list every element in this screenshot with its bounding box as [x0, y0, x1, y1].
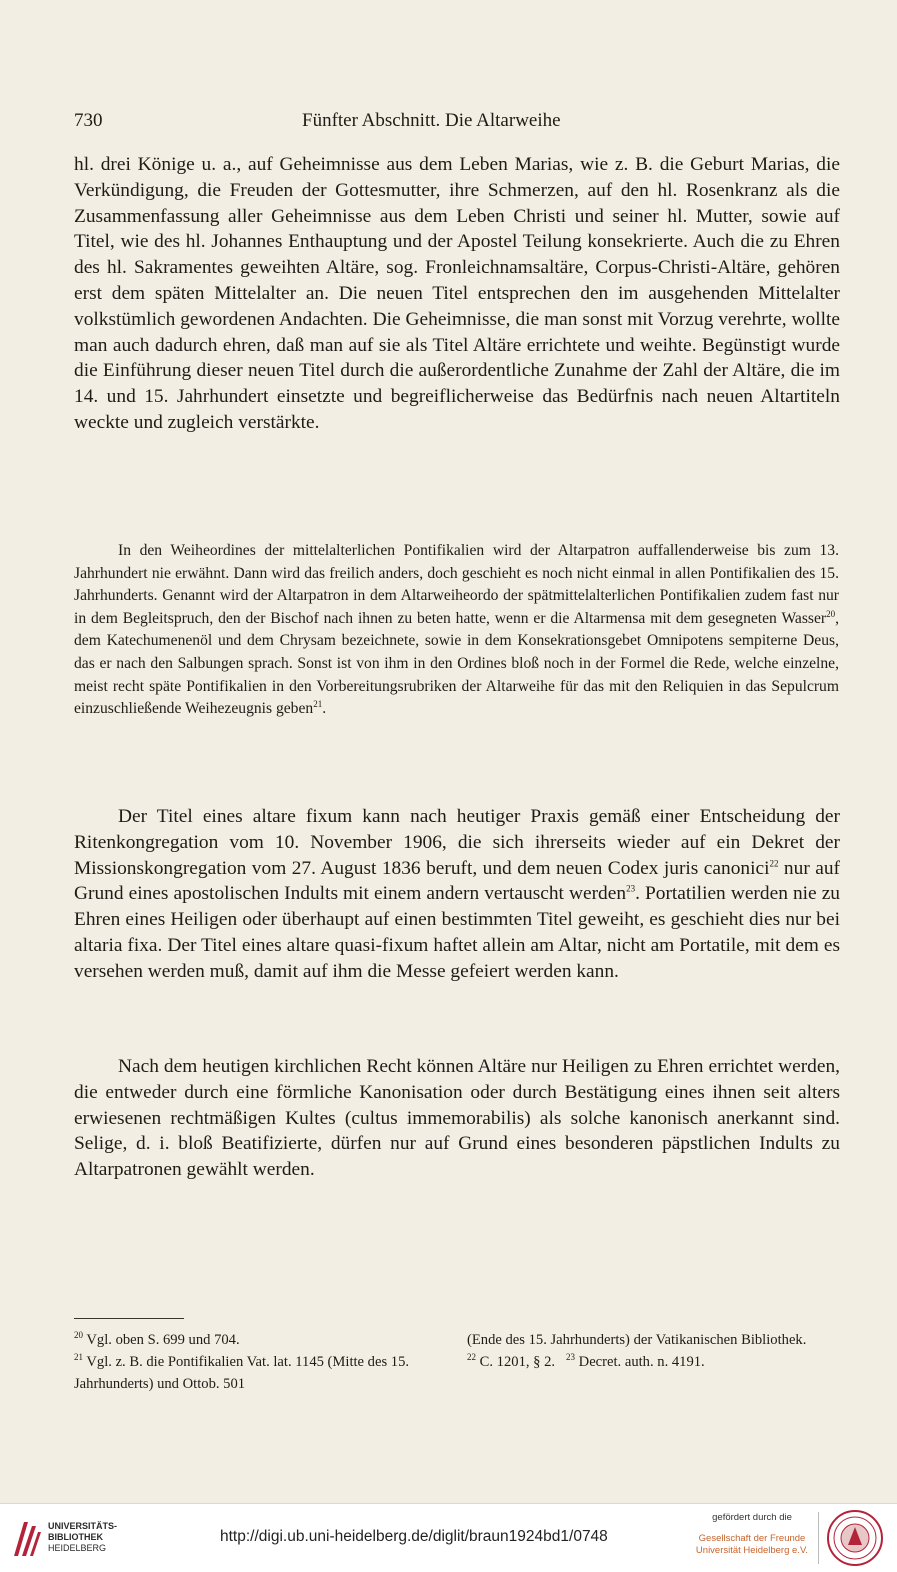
library-line-3: HEIDELBERG [48, 1543, 107, 1553]
p2-part-3: . Portatilien werden nie zu Ehren eines Heiligen oder überhaupt auf einen bestimmten Titel geweiht, es geschieht dies nur bei altaria fixa. Der Titel eines altare quasi-fixum haftet allein am Altar, nicht am Portatile, mit dem es versehen werden muß, damit auf ihm die Messe gefeiert werden kann. [74, 883, 841, 982]
footnote-ref-20[interactable]: 20 [826, 608, 836, 619]
footnote-divider [74, 1318, 184, 1319]
footnote-ref-23[interactable]: 23 [626, 883, 636, 894]
sponsor-org-line-1: Gesellschaft der Freunde [698, 1533, 806, 1544]
permalink-url[interactable]: http://digi.ub.uni-heidelberg.de/diglit/braun1924bd1/0748 [220, 1528, 608, 1545]
sponsor-org[interactable] [692, 1533, 812, 1557]
p2-part-1: Der Titel eines altare fixum kann nach heutiger Praxis gemäß einer Entscheidung der Ritenkongregation vom 10. November 1906, die sich ihrerseits wieder auf ein Dekret der Missionskongregation vom 27. August 1836 beruft, und dem neuen Codex juris canonici [74, 806, 840, 879]
footnote-ref-22[interactable]: 22 [769, 858, 779, 869]
small-text-part-2: , dem Katechumenenöl und dem Chrysam bezeichnete, sowie in dem Konsekrationsgebet Omnipotens sempiterne Deus, das er nach den Salbungen sprach. Sonst ist von ihm in den Ordines bloß noch in der Formel die Rede, welche einzelne, meist recht späte Pontifikalien in den Vorbereitungsrubriken der Altarweihe für das mit den Reliquien in das Sepulcrum einzuschließende Weihezeugnis geben [74, 609, 839, 718]
paragraph-kirchliches-recht [74, 1054, 840, 1183]
footnote-mark-21: 21 [74, 1352, 83, 1363]
footer-divider [818, 1512, 819, 1564]
footnotes-left-column [74, 1329, 444, 1395]
running-title: Fünfter Abschnitt. Die Altarweihe [302, 110, 561, 131]
sponsor-org-line-2: Universität Heidelberg e.V. [695, 1545, 809, 1556]
sponsor-label: gefördert durch die [712, 1512, 792, 1523]
page-number: 730 [74, 110, 103, 131]
sponsor-block [692, 1512, 812, 1557]
small-print-text [74, 540, 839, 721]
small-text-part-1: In den Weiheordines der mittelalterlichen Pontifikalien wird der Altarpatron auffallenderweise bis zum 13. Jahrhundert nie erwähnt. Dann wird das freilich anders, doch geschieht es noch nicht einmal in allen Pontifikalien des 15. Jahrhunderts. Genannt wird der Altarpatron in dem Altarweiheordo der spätmittelalterlichen Pontifikalien zudem fast nur in dem Begleitspruch, den der Bischof nach ihnen zu beten hatte, wenn er die Altarmensa mit dem gesegneten Wasser [74, 542, 839, 627]
footnote-22-text: C. 1201, § 2. [476, 1354, 556, 1370]
library-line-1: UNIVERSITÄTS- [48, 1521, 118, 1531]
small-text-end: . [322, 700, 327, 718]
footnote-mark-22: 22 [467, 1352, 476, 1363]
p2-part-2: nur auf Grund eines apostolischen Indults mit einem andern vertauscht werden [74, 857, 840, 905]
university-seal-icon[interactable] [826, 1509, 884, 1567]
footnote-mark-20: 20 [74, 1330, 83, 1341]
footnote-21 [74, 1351, 444, 1395]
footnote-ref-21[interactable]: 21 [313, 698, 323, 709]
library-name [48, 1521, 117, 1554]
paragraph-titel-altare-fixum [74, 804, 840, 985]
page-header [74, 110, 839, 138]
footnote-20 [74, 1329, 444, 1351]
small-print-paragraph [74, 540, 839, 721]
footnote-21-text: Vgl. z. B. die Pontifikalien Vat. lat. 1145 (Mitte des 15. Jahrhunderts) und Ottob. 501 [74, 1354, 410, 1392]
footnote-mark-23: 23 [566, 1352, 576, 1363]
footnotes-22-23 [467, 1351, 839, 1373]
footnote-21-continued: (Ende des 15. Jahrhunderts) der Vatikanischen Bibliothek. [467, 1332, 807, 1348]
paragraph-3-text: Nach dem heutigen kirchlichen Recht können Altäre nur Heiligen zu Ehren errichtet werden, die entweder durch eine förmliche Kanonisation oder durch Bestätigung eines ihnen seit alters erwiesenen rechtmäßigen Kultes (cultus immemorabilis) als solche kanonisch anerkannt sind. Selige, d. i. bloß Beatifizierte, dürfen nur auf Grund eines besonderen päpstlichen Indults zu Altarpatronen gewählt werden. [74, 1056, 840, 1181]
intro-paragraph [74, 152, 840, 436]
ub-heidelberg-logo-icon[interactable] [10, 1516, 42, 1560]
footnote-20-text: Vgl. oben S. 699 und 704. [83, 1332, 240, 1348]
footnote-23-text: Decret. auth. n. 4191. [575, 1354, 705, 1370]
intro-paragraph-text: hl. drei Könige u. a., auf Geheimnisse aus dem Leben Marias, wie z. B. die Geburt Marias, die Verkündigung, die Freuden der Gottesmutter, ihre Schmerzen, auf den hl. Rosenkranz als die Zusammenfassung aller Geheimnisse aus dem Leben Christi und seiner hl. Mutter, sowie auf Titel, wie des hl. Johannes Enthauptung und der Apostel Teilung konsekrierte. Auch die zu Ehren des hl. Sakramentes geweihten Altäre, sog. Fronleichnamsaltäre, Corpus-Christi-Altäre, gehören erst dem späten Mittelalter an. Die neuen Titel entsprechen den im ausgehenden Mittelalter volkstümlich gewordenen Andachten. Die Geheimnisse, die man sonst mit Vorzug verehrte, wollte man auch dadurch ehren, daß man auf sie als Titel Altäre errichtete und weihte. Begünstigt wurde die Einführung dieser neuen Titel durch die außerordentliche Zunahme der Zahl der Altäre, die im 14. und 15. Jahrhundert einsetzte und begreiflicherweise das Bedürfnis nach neuen Altartiteln weckte und zugleich verstärkte. [74, 154, 840, 433]
viewer-footer [0, 1503, 897, 1572]
footnotes-right-column [467, 1329, 839, 1373]
library-line-2: BIBLIOTHEK [48, 1532, 103, 1542]
paragraph-2-text [74, 804, 840, 985]
